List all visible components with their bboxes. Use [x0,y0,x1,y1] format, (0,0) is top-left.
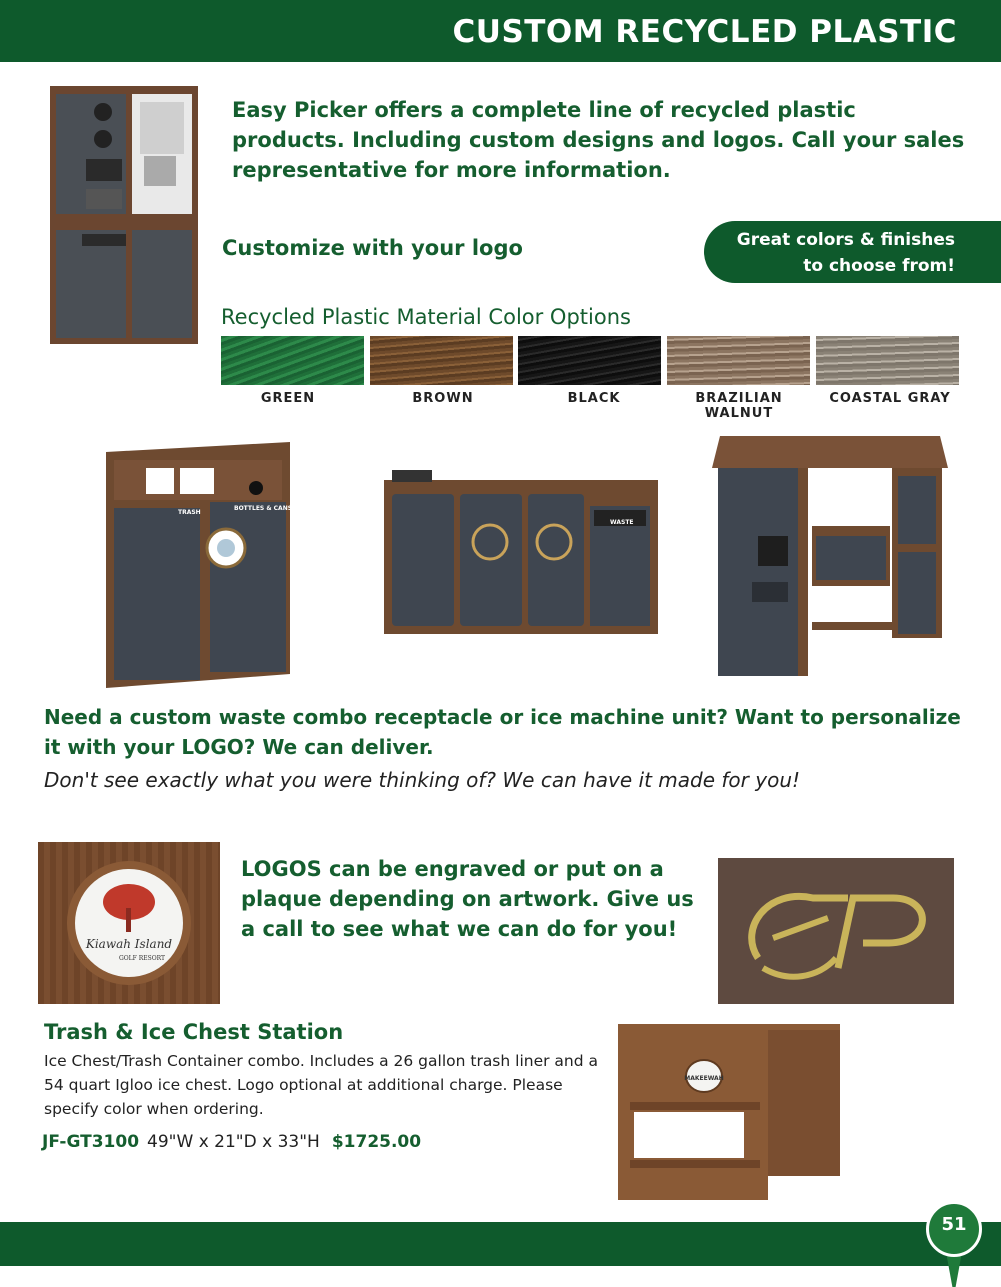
double-trash-receptacle-image [100,438,296,694]
product-description: Ice Chest/Trash Container combo. Includes a 26 gallon trash liner and a 54 quart Igloo ice chest. Logo optional at additional charge. Please specify color when ordering. [44,1052,598,1118]
material-colors-title: Recycled Plastic Material Color Options [221,305,631,329]
colors-callout-pill [704,221,1001,283]
swatch-label-brown: BROWN [412,391,474,406]
product-plaque-text: MAKEEWAH [684,1075,724,1082]
trash-ice-chest-station-image [616,1020,842,1206]
product-dimensions: 49"W x 21"D x 33"H [147,1132,320,1152]
swatch-brown [370,336,513,385]
made-for-you-text: Don't see exactly what you were thinking of? We can have it made for you! [44,768,801,792]
engraved-ep-logo-image [718,858,954,1004]
swatch-coastal-gray [816,336,959,385]
golf-tee-icon [946,1252,962,1287]
label-trash: TRASH [178,509,201,516]
kiawah-island-plaque-image [38,842,220,1004]
product-sku: JF-GT3100 [42,1132,140,1152]
pill-line-2: to choose from! [803,256,955,276]
plaque-name-text: Kiawah Island [85,937,173,951]
product-price: $1725.00 [331,1132,422,1152]
product-title: Trash & Ice Chest Station [44,1020,344,1044]
three-bin-waste-combo-image [382,470,660,636]
intro-text: Easy Picker offers a complete line of recycled plastic products. Including custom designs and logos. Call your sales representative for more information. [232,98,965,182]
swatch-black [518,336,661,385]
swatch-brazilian-walnut [667,336,810,385]
plaque-sub-text: GOLF RESORT [118,955,166,962]
customize-heading: Customize with your logo [222,236,523,260]
pill-line-1: Great colors & finishes [736,230,955,250]
product-sku-line [42,1132,421,1152]
swatch-label-black: BLACK [567,391,621,406]
logos-engraving-text: LOGOS can be engraved or put on a plaque depending on artwork. Give us a call to see what we can do for you! [241,857,694,941]
ice-machine-station-image [712,436,948,678]
ice-machine-cabinet-image [48,84,200,348]
swatch-label-brazilian-walnut: BRAZILIAN WALNUT [695,391,783,421]
footer-band [0,1222,1001,1266]
swatch-label-green: GREEN [260,391,316,406]
label-waste: WASTE [610,519,634,526]
swatch-green [221,336,364,385]
custom-waste-callout: Need a custom waste combo receptacle or ice machine unit? Want to personalize it with your LOGO? We can deliver. [44,705,961,759]
page-number: 51 [941,1214,967,1235]
page-title: CUSTOM RECYCLED PLASTIC [452,14,957,50]
label-bottles-cans: BOTTLES & CANS [234,505,293,512]
swatch-label-coastal-gray: COASTAL GRAY [829,391,951,406]
